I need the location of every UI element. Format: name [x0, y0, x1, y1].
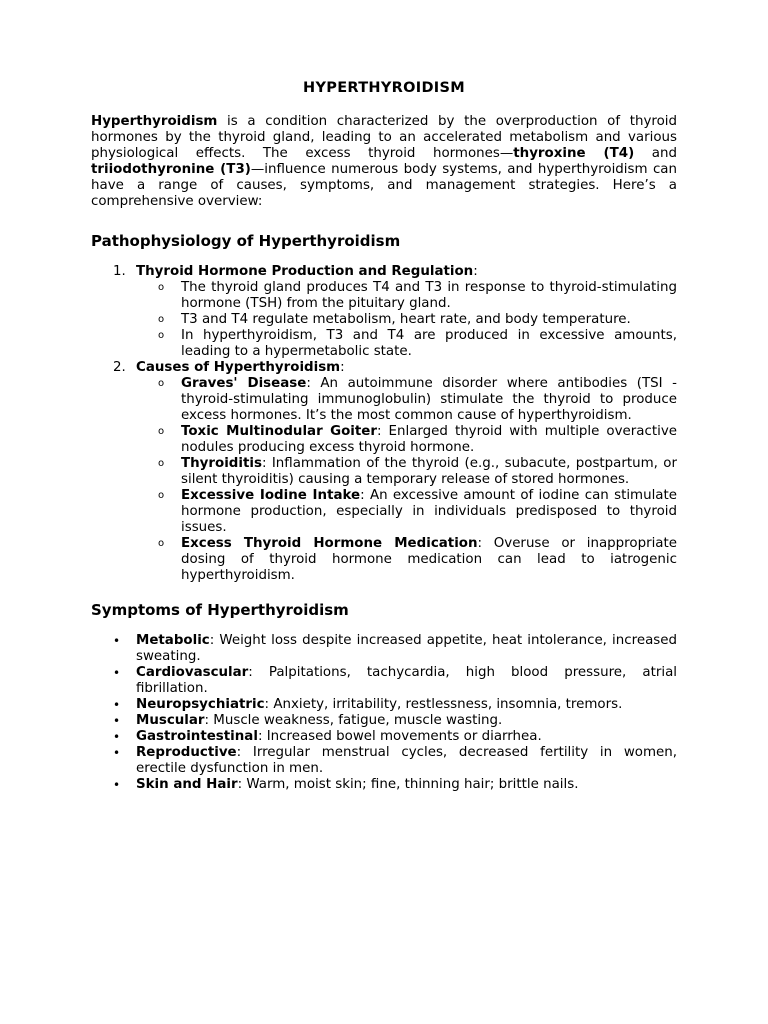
sub-item: o Excess Thyroid Hormone Medication: Overuse or inappropriate dosing of thyroid hormone medication can lead to iatrogenic hyperthyroidism. [158, 536, 677, 583]
sub-list [136, 280, 677, 360]
circle-bullet-icon: o [158, 314, 165, 325]
symptom-item: • Muscular: Muscle weakness, fatigue, muscle wasting. [113, 713, 503, 728]
bullet-icon: • [113, 666, 121, 680]
circle-bullet-icon: o [158, 282, 165, 293]
symptoms-heading: Symptoms of Hyperthyroidism [91, 601, 349, 619]
symptom-item: • Reproductive: Irregular menstrual cycles, decreased fertility in women, erectile dysfunction in men. [113, 745, 677, 776]
symptoms-list [91, 633, 677, 793]
symptom-item: • Metabolic: Weight loss despite increased appetite, heat intolerance, increased sweating. [113, 633, 677, 664]
document-body [91, 79, 677, 793]
bullet-icon: • [113, 746, 121, 760]
section-number: 1. [113, 264, 126, 279]
intro-paragraph [91, 114, 677, 210]
bullet-icon: • [113, 634, 121, 648]
sub-list [136, 376, 677, 584]
intro-t4: thyroxine (T4) [513, 146, 635, 161]
section-item: 1. Thyroid Hormone Production and Regulation: o The thyroid gland produces T4 and T3 in response to thyroid-stimulating hormone (TSH) from the pituitary gland. o T3 and T4 regulate metabolism, heart rate, and body temperature. o In hyperthyroidism, T3 and T4 are produced in excessive amounts, leading to a hypermetabolic state. [113, 264, 677, 359]
bullet-icon: • [113, 730, 121, 744]
symptom-item: • Gastrointestinal: Increased bowel movements or diarrhea. [113, 729, 542, 744]
circle-bullet-icon: o [158, 330, 165, 341]
intro-t3: triiodothyronine (T3) [91, 162, 251, 177]
circle-bullet-icon: o [158, 378, 165, 389]
section-title: Thyroid Hormone Production and Regulation [136, 264, 474, 279]
circle-bullet-icon: o [158, 426, 165, 437]
sub-item: o Excessive Iodine Intake: An excessive amount of iodine can stimulate hormone production, especially in individuals predisposed to thyroid issues. [158, 488, 677, 535]
circle-bullet-icon: o [158, 490, 165, 501]
section-number: 2. [113, 360, 126, 375]
section-title: Causes of Hyperthyroidism [136, 360, 341, 375]
sub-item: o T3 and T4 regulate metabolism, heart rate, and body temperature. [158, 312, 631, 327]
pathophysiology-heading: Pathophysiology of Hyperthyroidism [91, 232, 401, 250]
sub-item: o In hyperthyroidism, T3 and T4 are produced in excessive amounts, leading to a hypermetabolic state. [158, 328, 677, 359]
intro-text-2: —influence numerous body systems, and hyperthyroidism can have a range of causes, symptoms, and management strategies. Here’s a comprehensive overview: [91, 162, 677, 209]
bullet-icon: • [113, 714, 121, 728]
symptom-item: • Cardiovascular: Palpitations, tachycardia, high blood pressure, atrial fibrillation. [113, 665, 677, 696]
pathophysiology-list [91, 264, 677, 584]
sub-item: o Toxic Multinodular Goiter: Enlarged thyroid with multiple overactive nodules producing excess thyroid hormone. [158, 424, 677, 455]
document-title: HYPERTHYROIDISM [303, 80, 465, 96]
intro-and: and [634, 146, 677, 161]
sub-item: o Thyroiditis: Inflammation of the thyroid (e.g., subacute, postpartum, or silent thyroiditis) causing a temporary release of stored hormones. [158, 456, 677, 487]
symptom-item: • Neuropsychiatric: Anxiety, irritability, restlessness, insomnia, tremors. [113, 697, 623, 712]
bullet-icon: • [113, 698, 121, 712]
symptom-item: • Skin and Hair: Warm, moist skin; fine, thinning hair; brittle nails. [113, 777, 579, 792]
intro-text-1: is a condition characterized by the overproduction of thyroid hormones by the thyroid gland, leading to an accelerated metabolism and various physiological effects. The excess thyroid hormones— [91, 114, 677, 161]
intro-term: Hyperthyroidism [91, 114, 218, 129]
sub-item: o The thyroid gland produces T4 and T3 in response to thyroid-stimulating hormone (TSH) from the pituitary gland. [158, 280, 677, 311]
sub-item: o Graves' Disease: An autoimmune disorder where antibodies (TSI - thyroid-stimulating immunoglobulin) stimulate the thyroid to produce excess hormones. It’s the most common cause of hyperthyroidism. [158, 376, 677, 423]
circle-bullet-icon: o [158, 458, 165, 469]
circle-bullet-icon: o [158, 538, 165, 549]
section-item: 2. Causes of Hyperthyroidism: o Graves' Disease: An autoimmune disorder where antibodies (TSI - thyroid-stimulating immunoglobulin) stimulate the thyroid to produce excess hormones. It’s the most common cause of hyperthyroidism. o Toxic Multinodular Goiter: Enlarged thyroid with multiple overactive nodules producing excess thyroid hormone. o Thyroiditis: Inflammation of the thyroid (e.g., subacute, postpartum, or silent thyroiditis) causing a temporary release of stored hormones. o Excessive Iodine Intake: An excessive amount of iodine can stimulate hormone production, especially in individuals predisposed to thyroid issues. o Excess Thyroid Hormone Medication: Overuse or inappropriate dosing of thyroid hormone medication can lead to iatrogenic hyperthyroidism. [113, 360, 677, 583]
bullet-icon: • [113, 778, 121, 792]
